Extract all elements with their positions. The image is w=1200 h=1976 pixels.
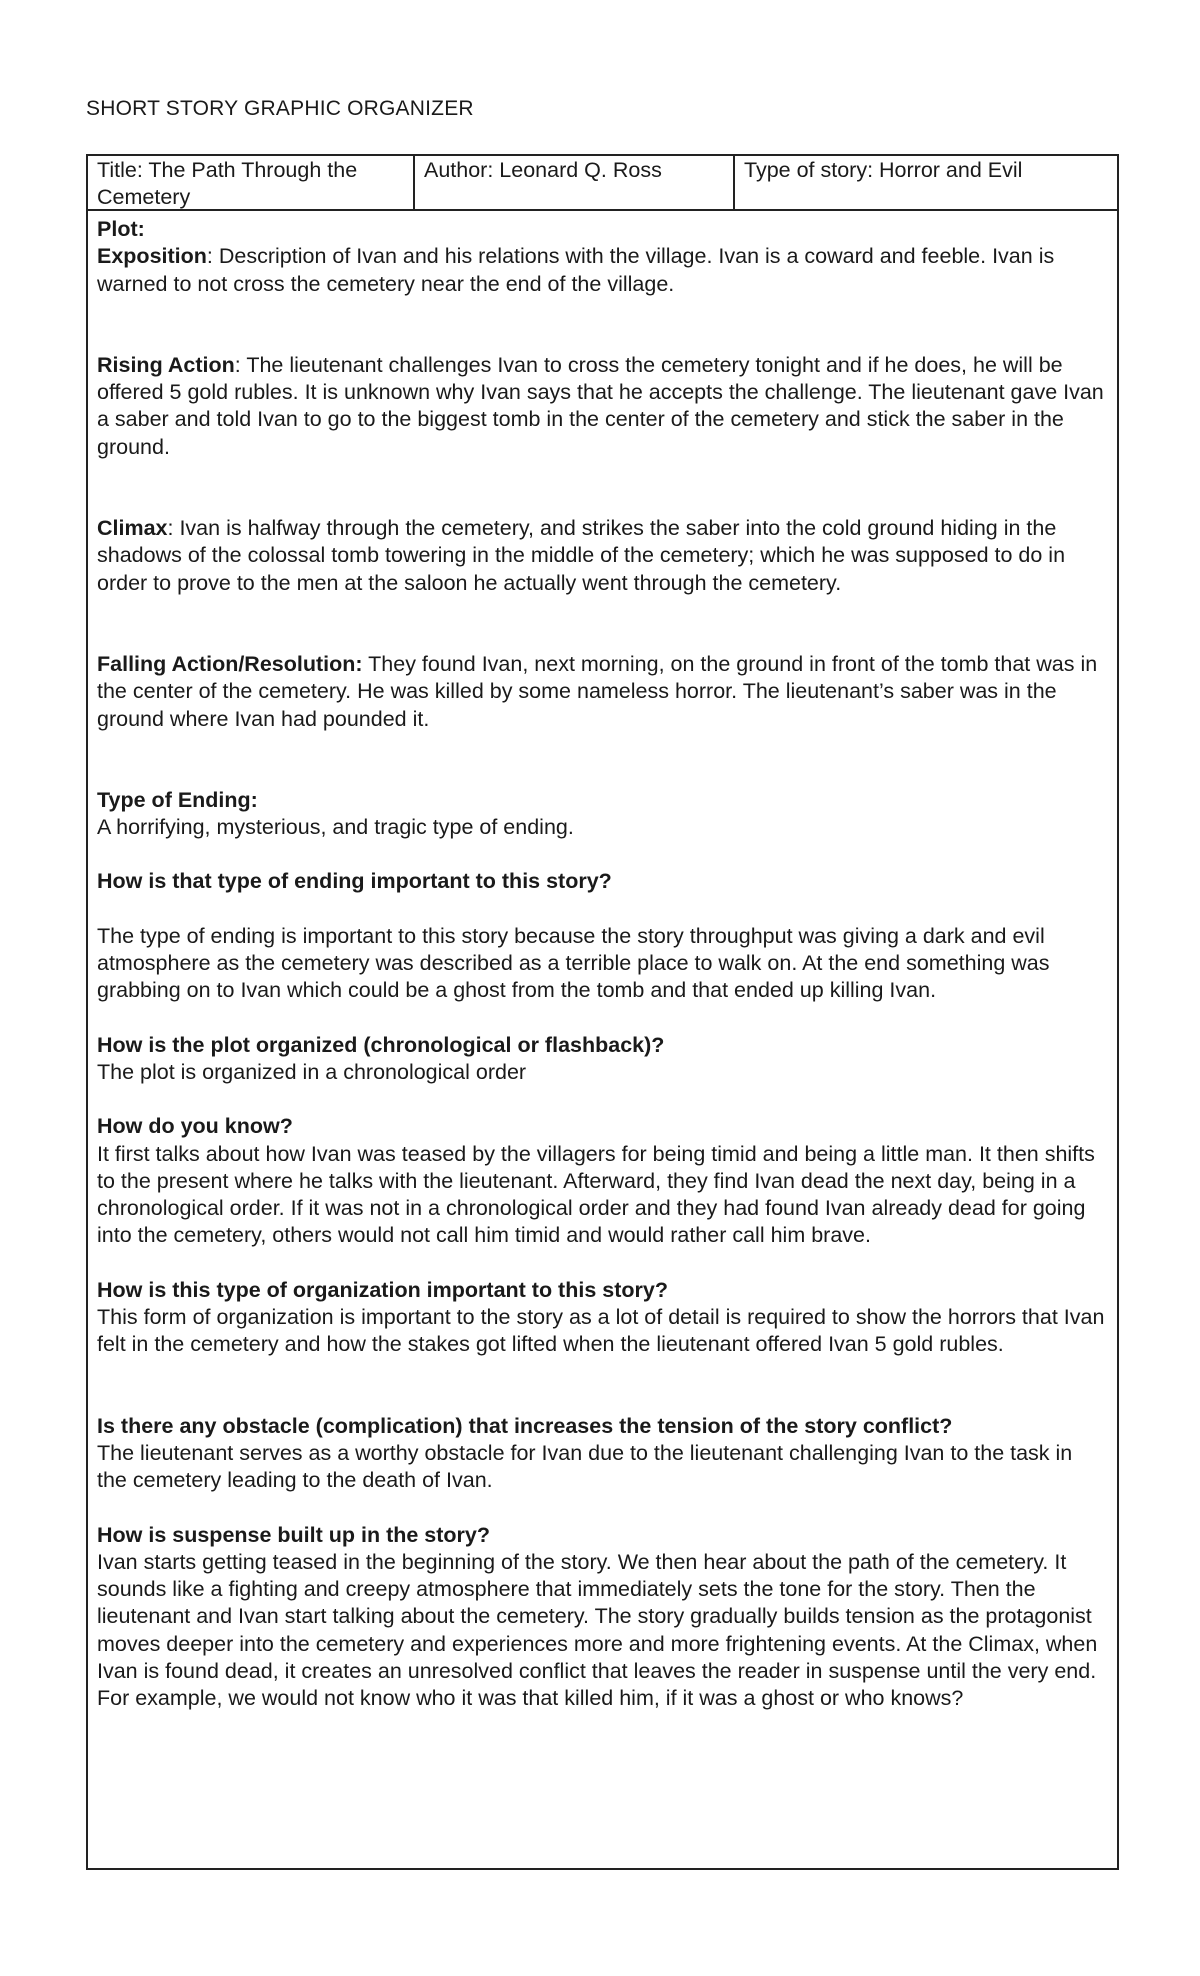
rising-action-paragraph: [97, 352, 1107, 461]
header-row: [88, 156, 1117, 211]
how-know-question: How do you know?: [97, 1114, 293, 1139]
page-title: SHORT STORY GRAPHIC ORGANIZER: [86, 97, 474, 120]
obstacle-question: Is there any obstacle (complication) that increases the tension of the story conflict?: [97, 1413, 953, 1438]
falling-action-label: Falling Action/Resolution:: [97, 651, 363, 676]
plot-heading: Plot:: [97, 217, 145, 241]
ending-heading: Type of Ending:: [97, 787, 258, 812]
graphic-organizer-table: [86, 154, 1119, 1870]
rising-action-label: Rising Action: [97, 352, 235, 377]
organization-answer: The plot is organized in a chronological order: [97, 1059, 527, 1084]
organizer-body: [88, 211, 1117, 1713]
story-type-cell: Type of story: Horror and Evil: [744, 158, 1023, 182]
organization-importance-question: How is this type of organization important to this story?: [97, 1277, 668, 1302]
climax-label: Climax: [97, 516, 168, 541]
organization-question: How is the plot organized (chronological or flashback)?: [97, 1032, 665, 1057]
rising-action-text: : The lieutenant challenges Ivan to cross the cemetery tonight and if he does, he will be offered 5 gold rubles. It is unknown why Ivan says that he accepts the challenge. The lieutenant gave Ivan a saber and told Ivan to go to the biggest tomb in the center of the cemetery and stick the saber in the ground.: [97, 352, 1104, 459]
ending-importance-answer: The type of ending is important to this story because the story throughput was giving a dark and evil atmosphere as the cemetery was described as a terrible place to walk on. At the end something was grabbing on to Ivan which could be a ghost from the tomb and that ended up killing Ivan.: [97, 923, 1050, 1003]
story-title-cell: Title: The Path Through the Cemetery: [88, 156, 415, 209]
climax-text: : Ivan is halfway through the cemetery, and strikes the saber into the cold ground hiding in the shadows of the colossal tomb towering in the middle of the cemetery; which he was supposed to do in order to prove to the men at the saloon he actually went through the cemetery.: [97, 516, 1066, 595]
ending-importance-question: How is that type of ending important to this story?: [97, 869, 612, 894]
exposition-label: Exposition: [97, 244, 207, 269]
author-cell: Author: Leonard Q. Ross: [415, 156, 735, 209]
falling-action-text: They found Ivan, next morning, on the ground in front of the tomb that was in the center of the cemetery. He was killed by some nameless horror. The lieutenant’s saber was in the ground where Ivan had pounded it.: [97, 651, 1098, 731]
exposition-paragraph: [97, 243, 1107, 298]
suspense-question: How is suspense built up in the story?: [97, 1522, 491, 1547]
suspense-answer: Ivan starts getting teased in the beginning of the story. We then hear about the path of the cemetery. It sounds like a fighting and creepy atmosphere that immediately sets the tone for the story. Then the lieutenant and Ivan start talking about the cemetery. The story gradually builds tension as the protagonist moves deeper into the cemetery and experiences more and more frightening events. At the Climax, when Ivan is found dead, it creates an unresolved conflict that leaves the reader in suspense until the very end. For example, we would not know who it was that killed him, if it was a ghost or who knows?: [97, 1549, 1098, 1711]
ending-answer: A horrifying, mysterious, and tragic type of ending.: [97, 815, 574, 840]
obstacle-answer: The lieutenant serves as a worthy obstacle for Ivan due to the lieutenant challenging Ivan to the task in the cemetery leading to the death of Ivan.: [97, 1440, 1073, 1493]
how-know-answer: It first talks about how Ivan was teased by the villagers for being timid and being a little man. It then shifts to the present where he talks with the lieutenant. Afterward, they find Ivan dead the next day, being in a chronological order. If it was not in a chronological order and they had found Ivan already dead for going into the cemetery, others would not call him timid and would rather call him brave.: [97, 1141, 1095, 1248]
climax-paragraph: [97, 515, 1107, 597]
falling-action-paragraph: [97, 651, 1107, 733]
organization-importance-answer: This form of organization is important to the story as a lot of detail is required to show the horrors that Ivan felt in the cemetery and how the stakes got lifted when the lieutenant offered Ivan 5 gold rubles.: [97, 1305, 1105, 1357]
exposition-text: : Description of Ivan and his relations with the village. Ivan is a coward and feeble. Ivan is warned to not cross the cemetery near the end of the village.: [97, 244, 1055, 296]
